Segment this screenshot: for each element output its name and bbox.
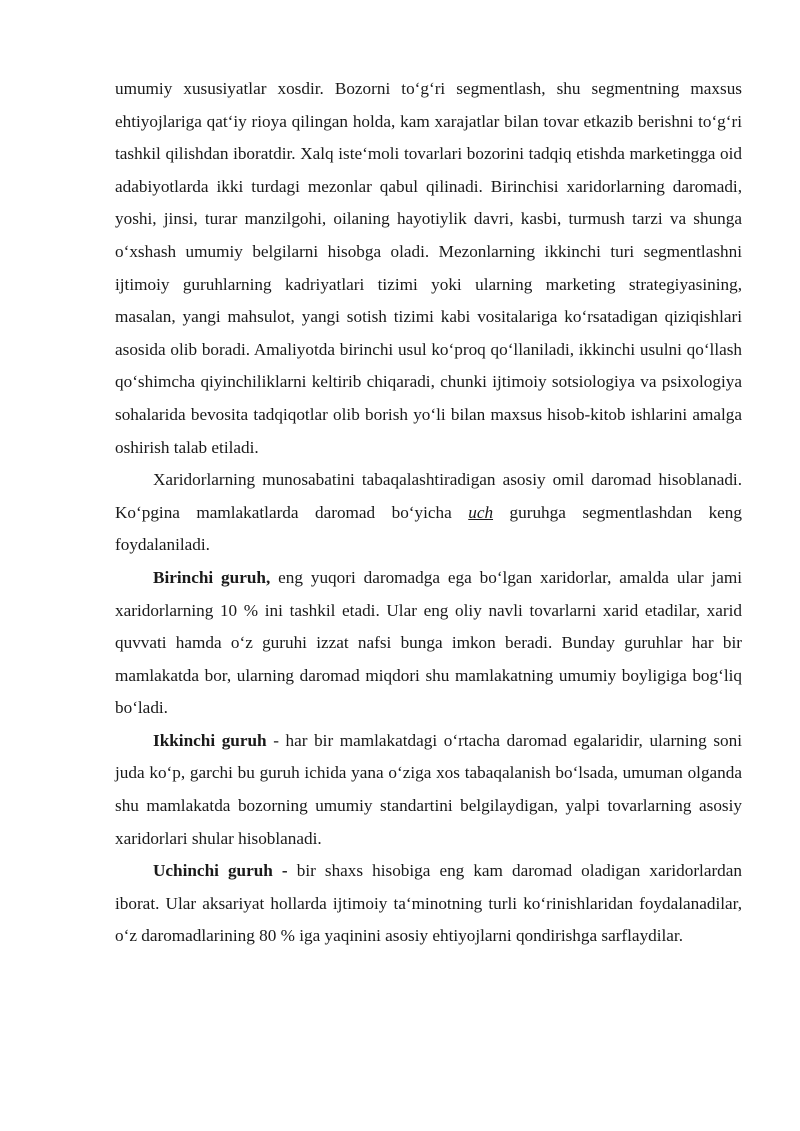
paragraph-first-group [115, 562, 742, 725]
first-group-text: eng yuqori daromadga ega bo‘lgan xaridorlar, amalda ular jami xaridorlarning 10 % ini tashkil etadi. Ular eng oliy navli tovarlarni xarid etadilar, xarid quvvati hamda o‘z guruhi izzat nafsi bunga imkon beradi. Bunday guruhlar har bir mamlakatda bor, ularning daromad miqdori shu mamlakatning umumiy boyligiga bog‘liq bo‘ladi. [115, 567, 742, 718]
paragraph-segmentation-criteria: umumiy xususiyatlar xosdir. Bozorni to‘g‘ri segmentlash, shu segmentning maxsus ehtiyojlariga qat‘iy rioya qilingan holda, kam xarajatlar bilan tovar etkazib berishni to‘g‘ri tashkil qilishdan iboratdir. Xalq iste‘moli tovarlari bozorini tadqiq etishda marketingga oid adabiyotlarda ikki turdagi mezonlar qabul qilinadi. Birinchisi xaridorlarning daromadi, yoshi, jinsi, turar manzilgohi, oilaning hayotiylik davri, kasbi, turmush tarzi va shunga o‘xshash umumiy belgilarni hisobga oladi. Mezonlarning ikkinchi turi segmentlashni ijtimoiy guruhlarning kadriyatlari tizimi yoki ularning marketing strategiyasining, masalan, yangi mahsulot, yangi sotish tizimi kabi vositalariga ko‘rsatadigan qiziqishlari asosida olib boradi. Amaliyotda birinchi usul ko‘proq qo‘llaniladi, ikkinchi usulni qo‘llash qo‘shimcha qiyinchiliklarni keltirib chiqaradi, chunki ijtimoiy sotsiologiya va psixologiya sohalarida bevosita tadqiqotlar olib borish yo‘li bilan maxsus hisob-kitob ishlarini amalga oshirish talab etiladi. [115, 79, 742, 457]
third-group-heading: Uchinchi guruh - [153, 861, 288, 881]
document-page [115, 73, 742, 953]
paragraph-third-group [115, 855, 742, 953]
paragraph-income-factor [115, 464, 742, 562]
first-group-heading: Birinchi guruh, [153, 567, 271, 587]
paragraph-second-group [115, 725, 742, 855]
second-group-text: - har bir mamlakatdagi o‘rtacha daromad egalaridir, ularning soni juda ko‘p, garchi bu guruh ichida yana o‘ziga xos tabaqalanish bo‘lsada, umuman olganda shu mamlakatda bozorning umumiy standartini belgilaydigan, yalpi tovarlarning asosiy xaridorlari shular hisoblanadi. [115, 730, 742, 848]
emphasized-word-uch: uch [468, 502, 494, 522]
second-group-heading: Ikkinchi guruh [153, 730, 267, 750]
income-factor-text-end: guruhga segmentlashdan keng foydalaniladi. [115, 502, 742, 555]
third-group-text: bir shaxs hisobiga eng kam daromad oladigan xaridorlardan iborat. Ular aksariyat hollarda ijtimoiy ta‘minotning turli ko‘rinishlaridan foydalanadilar, o‘z daromadlarining 80 % iga yaqinini asosiy ehtiyojlarni qondirishga sarflaydilar. [115, 861, 742, 946]
income-factor-text-start: Xaridorlarning munosabatini tabaqalashtiradigan asosiy omil daromad hisoblanadi. Ko‘pgina mamlakatlarda daromad bo‘yicha [115, 470, 742, 522]
